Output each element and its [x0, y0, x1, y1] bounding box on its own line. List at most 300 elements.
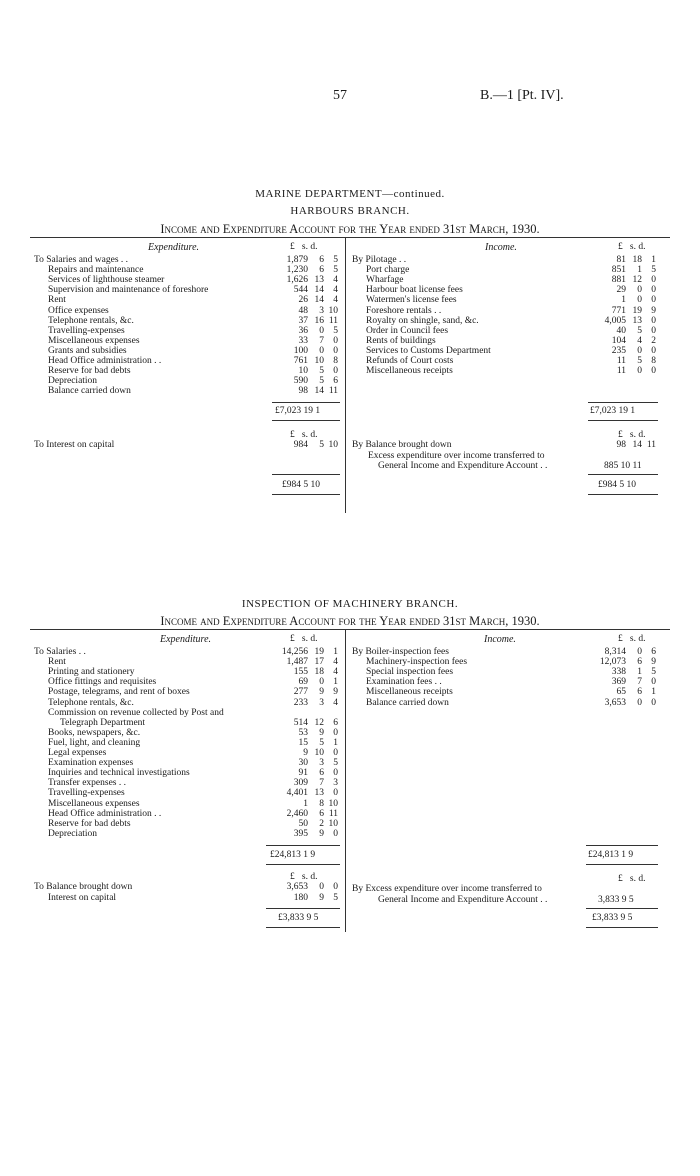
shillings: 7: [637, 677, 642, 688]
pence: 0: [333, 788, 338, 799]
pence: 9: [651, 305, 656, 316]
shillings: 17: [314, 657, 324, 668]
shillings-label: s.: [629, 430, 636, 440]
income-heading: Income.: [484, 634, 516, 645]
pounds: 1: [621, 295, 626, 306]
shillings: 10: [314, 748, 324, 758]
pence-label: d.: [310, 242, 318, 252]
shillings: 6: [319, 255, 324, 265]
shillings: 6: [319, 768, 324, 779]
row-label: Balance carried down: [366, 697, 449, 708]
lsd-header-right-2: [618, 430, 645, 440]
shillings: 8: [319, 798, 324, 809]
lsd-header-left-2: [290, 430, 317, 440]
pounds: 761: [293, 356, 308, 366]
ledger-row: [34, 346, 339, 356]
shillings: 14: [314, 386, 324, 397]
shillings: 0: [637, 285, 642, 296]
pounds: 11: [616, 366, 626, 377]
pounds-label: £: [618, 874, 623, 884]
pence: 0: [651, 295, 656, 306]
pence: 5: [333, 758, 338, 769]
pence: 1: [651, 255, 656, 265]
row-label: Rent: [48, 657, 66, 668]
ledger-row: [352, 647, 657, 657]
excess-amount: 3,833 9 5: [598, 895, 634, 905]
shillings: 19: [632, 305, 642, 316]
pence: 0: [333, 366, 338, 377]
column-divider: [345, 238, 346, 513]
rule: [266, 845, 340, 846]
rule: [30, 629, 670, 630]
pence: 10: [328, 305, 338, 316]
ledger-row: [34, 728, 339, 738]
pounds: 4,401: [286, 788, 308, 799]
shillings: 3: [319, 697, 324, 708]
rule: [588, 474, 658, 475]
ledger-row: [34, 667, 339, 677]
shillings: 7: [319, 335, 324, 346]
shillings: 9: [319, 893, 324, 903]
shillings: 6: [319, 808, 324, 819]
row-label: Printing and stationery: [48, 667, 135, 678]
shillings: 4: [637, 335, 642, 346]
pence: 5: [333, 255, 338, 265]
pounds: 4,005: [604, 315, 626, 326]
row-label: By Boiler-inspection fees: [352, 647, 449, 657]
shillings: 16: [314, 315, 324, 326]
pounds: 9: [303, 748, 308, 758]
pence: 10: [328, 818, 338, 829]
row-label: Fuel, light, and cleaning: [48, 737, 141, 748]
pence-label: d.: [310, 872, 318, 882]
pence: 11: [328, 386, 338, 397]
total2-harbours-left: £984 5 10: [282, 480, 320, 490]
pounds: 1,487: [286, 657, 308, 668]
balance-brought-down-row: [352, 440, 657, 450]
shillings: 13: [314, 788, 324, 799]
row-label: Books, newspapers, &c.: [48, 727, 141, 738]
shillings: 18: [314, 667, 324, 678]
pence: 0: [651, 345, 656, 356]
pounds-label: £: [290, 634, 295, 644]
account-title-machinery: Income and Expenditure Account for the Year ended 31st March, 1930.: [160, 614, 540, 628]
ledger-row: [34, 698, 339, 708]
shillings: 13: [632, 315, 642, 326]
total2-machinery-right: £3,833 9 5: [592, 913, 633, 923]
row-label: Miscellaneous receipts: [366, 687, 453, 698]
rule: [30, 237, 670, 238]
pounds: 514: [293, 717, 308, 728]
pounds: 2,460: [286, 808, 308, 819]
shillings: 3: [319, 758, 324, 769]
pounds: 395: [293, 828, 308, 839]
pence: 9: [333, 687, 338, 698]
rule: [586, 845, 658, 846]
shillings: 14: [314, 285, 324, 296]
pence: 6: [333, 717, 338, 728]
ledger-row: [34, 295, 339, 305]
row-label: Commission on revenue collected by Post and: [48, 707, 224, 718]
shillings: 5: [637, 356, 642, 366]
shillings: 6: [637, 687, 642, 698]
pence: 0: [651, 285, 656, 296]
pence: 4: [333, 285, 338, 296]
branch-title-machinery: INSPECTION OF MACHINERY BRANCH.: [241, 598, 459, 610]
ledger-row: [352, 336, 657, 346]
department-title: MARINE DEPARTMENT—continued.: [255, 188, 445, 200]
pounds: 26: [298, 295, 308, 306]
shillings: 9: [319, 687, 324, 698]
pounds: 309: [293, 778, 308, 789]
rule: [586, 864, 658, 865]
ledger-row: [34, 819, 339, 829]
pence: 0: [651, 697, 656, 708]
account-title-harbours: Income and Expenditure Account for the Year ended 31st March, 1930.: [160, 222, 540, 236]
pounds: 881: [611, 275, 626, 286]
row-label: Examination fees . .: [366, 677, 442, 688]
shillings: 9: [319, 828, 324, 839]
rule: [588, 420, 658, 421]
row-label: Legal expenses: [48, 748, 107, 758]
pence-label: d.: [638, 634, 646, 644]
pence: 11: [328, 315, 338, 326]
pence: 2: [651, 335, 656, 346]
row-label: Order in Council fees: [366, 325, 449, 336]
shillings-label: s.: [301, 634, 308, 644]
pounds: 48: [298, 305, 308, 316]
interest-row: [34, 440, 339, 450]
pounds: 104: [611, 335, 626, 346]
pounds: 235: [611, 345, 626, 356]
pounds: 8,314: [604, 647, 626, 657]
lsd-header-left-m2: [290, 872, 317, 882]
row-label: Supervision and maintenance of foreshore: [48, 285, 209, 296]
ledger-row: [34, 718, 339, 728]
row-label: To Balance brought down: [34, 882, 133, 892]
row-label: To Interest on capital: [34, 440, 115, 450]
pence: 0: [333, 345, 338, 356]
row-label: Port charge: [366, 265, 410, 276]
pounds: 37: [298, 315, 308, 326]
row-label: Special inspection fees: [366, 667, 454, 678]
row-label: To Salaries . .: [34, 647, 86, 657]
total-harbours-left: £7,023 19 1: [275, 406, 321, 416]
pence: 4: [333, 667, 338, 678]
pence: 0: [333, 828, 338, 839]
ledger-row: [352, 366, 657, 376]
rule: [272, 402, 340, 403]
row-label: Miscellaneous expenses: [48, 335, 140, 346]
pence: 11: [328, 808, 338, 819]
ledger-row: [34, 255, 339, 265]
shillings: 0: [637, 697, 642, 708]
shillings-label: s.: [301, 872, 308, 882]
row-label: Grants and subsidies: [48, 345, 127, 356]
ledger-row: [352, 316, 657, 326]
ledger-row: [34, 316, 339, 326]
ledger-row: [34, 738, 339, 748]
rule: [266, 864, 340, 865]
row-label: Travelling-expenses: [48, 325, 125, 336]
pence: 1: [333, 647, 338, 657]
pence: 11: [646, 440, 656, 450]
ledger-row: [34, 809, 339, 819]
pence: 4: [333, 697, 338, 708]
ledger-row: [34, 336, 339, 346]
pounds: 12,073: [599, 657, 626, 668]
pounds-label: £: [618, 430, 623, 440]
row-label: Repairs and maintenance: [48, 265, 144, 276]
branch-title-harbours: HARBOURS BRANCH.: [290, 205, 410, 217]
ledger-row: [34, 326, 339, 336]
pounds-label: £: [618, 242, 623, 252]
row-label: Depreciation: [48, 376, 98, 387]
expenditure-heading: Expenditure.: [148, 242, 200, 253]
pence: 0: [333, 727, 338, 738]
row-label: Inquiries and technical investigations: [48, 768, 190, 779]
rule: [588, 402, 658, 403]
pounds: 155: [293, 667, 308, 678]
row-label: Telephone rentals, &c.: [48, 315, 134, 326]
shillings: 19: [314, 647, 324, 657]
pence: 0: [333, 335, 338, 346]
ledger-row: [34, 366, 339, 376]
ledger-row: [352, 356, 657, 366]
row-label: Harbour boat license fees: [366, 285, 463, 296]
pence-label: d.: [638, 242, 646, 252]
pence: 0: [651, 366, 656, 377]
lsd-header-right-m2: [618, 874, 645, 884]
ledger-row: [34, 265, 339, 275]
income-heading: Income.: [485, 242, 517, 253]
row-label: Telegraph Department: [60, 717, 146, 728]
rule: [272, 420, 340, 421]
pence: 3: [333, 778, 338, 789]
shillings: 5: [319, 440, 324, 450]
row-label: Royalty on shingle, sand, &c.: [366, 315, 479, 326]
row-label: Office fittings and requisites: [48, 677, 157, 688]
pence: 0: [651, 325, 656, 336]
ledger-row: [352, 295, 657, 305]
shillings: 5: [637, 325, 642, 336]
ledger-row: [34, 386, 339, 396]
ledger-row: [34, 677, 339, 687]
ledger-row: [352, 346, 657, 356]
shillings: 14: [632, 440, 642, 450]
shillings-label: s.: [629, 634, 636, 644]
pence: 1: [651, 687, 656, 698]
ledger-row: [34, 778, 339, 788]
pounds: 53: [298, 727, 308, 738]
pence: 1: [333, 737, 338, 748]
excess-amount: 885 10 11: [604, 461, 642, 471]
ledger-row: [34, 376, 339, 386]
total-harbours-right: £7,023 19 1: [590, 406, 636, 416]
pence: 8: [651, 356, 656, 366]
shillings-label: s.: [629, 874, 636, 884]
pounds: 10: [298, 366, 308, 377]
shillings: 1: [637, 667, 642, 678]
pounds: 50: [298, 818, 308, 829]
row-label: Wharfage: [366, 275, 404, 286]
pounds: 1,879: [286, 255, 308, 265]
row-label: Rent: [48, 295, 66, 306]
shillings: 6: [637, 657, 642, 668]
pounds: 277: [293, 687, 308, 698]
row-label: Telephone rentals, &c.: [48, 697, 134, 708]
pence: 6: [333, 376, 338, 387]
row-label: Head Office administration . .: [48, 808, 162, 819]
pounds: 11: [616, 356, 626, 366]
shillings: 0: [319, 882, 324, 892]
excess-text-line2: General Income and Expenditure Account . .: [378, 461, 548, 471]
pence-label: d.: [638, 430, 646, 440]
document-reference: B.—1 [Pt. IV].: [480, 88, 564, 103]
pounds-label: £: [290, 430, 295, 440]
pounds: 180: [293, 893, 308, 903]
pence: 5: [333, 893, 338, 903]
pence: 0: [333, 882, 338, 892]
excess-text-line1: By Excess expenditure over income transferred to: [352, 884, 542, 894]
ledger-row: [352, 667, 657, 677]
row-label: Transfer expenses . .: [48, 778, 127, 789]
ledger-row: [34, 306, 339, 316]
row-label: Interest on capital: [48, 893, 117, 903]
ledger-row: [34, 748, 339, 758]
shillings: 12: [314, 717, 324, 728]
ledger-row: [352, 677, 657, 687]
shillings: 9: [319, 727, 324, 738]
row-label: Miscellaneous receipts: [366, 366, 453, 377]
rule: [266, 908, 340, 909]
pence: 8: [333, 356, 338, 366]
row-label: Head Office administration . .: [48, 356, 162, 366]
shillings: 1: [637, 265, 642, 276]
shillings: 0: [637, 366, 642, 377]
pounds: 40: [616, 325, 626, 336]
ledger-row: [34, 647, 339, 657]
pounds: 338: [611, 667, 626, 678]
pounds: 233: [293, 697, 308, 708]
pence: 5: [651, 265, 656, 276]
row-label: Examination expenses: [48, 758, 134, 769]
pounds: 98: [298, 386, 308, 397]
ledger-row: [352, 255, 657, 265]
shillings: 0: [319, 345, 324, 356]
shillings: 7: [319, 778, 324, 789]
shillings-label: s.: [301, 242, 308, 252]
pence: 5: [333, 325, 338, 336]
shillings: 5: [319, 366, 324, 377]
shillings: 14: [314, 295, 324, 306]
shillings: 0: [637, 647, 642, 657]
pence: 9: [651, 657, 656, 668]
shillings-label: s.: [301, 430, 308, 440]
shillings: 12: [632, 275, 642, 286]
shillings: 2: [319, 818, 324, 829]
total2-machinery-left: £3,833 9 5: [278, 913, 319, 923]
row-label: Travelling-expenses: [48, 788, 125, 799]
pounds: 590: [293, 376, 308, 387]
rule: [586, 908, 658, 909]
pence: 10: [328, 440, 338, 450]
total-machinery-right: £24,813 1 9: [588, 850, 634, 860]
ledger-row: [352, 265, 657, 275]
row-label: By Pilotage . .: [352, 255, 407, 265]
row-label: Services to Customs Department: [366, 345, 491, 356]
pounds: 369: [611, 677, 626, 688]
ledger-row: [352, 326, 657, 336]
excess-text-line1: Excess expenditure over income transferred to: [368, 451, 545, 461]
ledger-row: [34, 708, 339, 718]
row-label: Watermen's license fees: [366, 295, 457, 306]
ledger-row: [352, 657, 657, 667]
shillings: 5: [319, 376, 324, 387]
row-label: Office expenses: [48, 305, 109, 316]
pounds: 544: [293, 285, 308, 296]
pounds: 1,230: [286, 265, 308, 276]
pounds: 36: [298, 325, 308, 336]
ledger-row: [34, 829, 339, 839]
row-label: Machinery-inspection fees: [366, 657, 468, 668]
ledger-row: [34, 657, 339, 667]
lsd-header-left: [290, 242, 317, 252]
pence-label: d.: [310, 430, 318, 440]
row-label: Balance carried down: [48, 386, 131, 397]
pence: 5: [333, 265, 338, 276]
total-machinery-left: £24,813 1 9: [270, 850, 316, 860]
ledger-row: [352, 687, 657, 697]
shillings: 0: [637, 345, 642, 356]
pounds: 1,626: [286, 275, 308, 286]
row-label: Reserve for bad debts: [48, 818, 131, 829]
shillings: 13: [314, 275, 324, 286]
pence-label: d.: [310, 634, 318, 644]
row-label: Depreciation: [48, 828, 98, 839]
pounds: 771: [611, 305, 626, 316]
expenditure-heading: Expenditure.: [160, 634, 212, 645]
ledger-row: [352, 275, 657, 285]
pence: 0: [651, 677, 656, 688]
total2-harbours-right: £984 5 10: [598, 480, 636, 490]
pounds: 29: [616, 285, 626, 296]
rule: [266, 927, 340, 928]
shillings: 5: [319, 737, 324, 748]
pence: 1: [333, 677, 338, 688]
pence: 0: [333, 748, 338, 758]
shillings: 0: [637, 295, 642, 306]
column-divider: [345, 630, 346, 932]
pounds-label: £: [290, 872, 295, 882]
shillings: 6: [319, 265, 324, 276]
shillings: 3: [319, 305, 324, 316]
row-label: Services of lighthouse steamer: [48, 275, 165, 286]
pence: 0: [651, 315, 656, 326]
rule: [586, 927, 658, 928]
shillings: 0: [319, 677, 324, 688]
lsd-header-left-m: [290, 634, 317, 644]
rule: [272, 474, 340, 475]
row-label: Refunds of Court costs: [366, 356, 454, 366]
ledger-row: [34, 758, 339, 768]
ledger-row: [34, 687, 339, 697]
pounds: 3,653: [286, 882, 308, 892]
shillings: 18: [632, 255, 642, 265]
page-number: 57: [333, 88, 347, 103]
pence: 4: [333, 295, 338, 306]
pounds: 98: [616, 440, 626, 450]
